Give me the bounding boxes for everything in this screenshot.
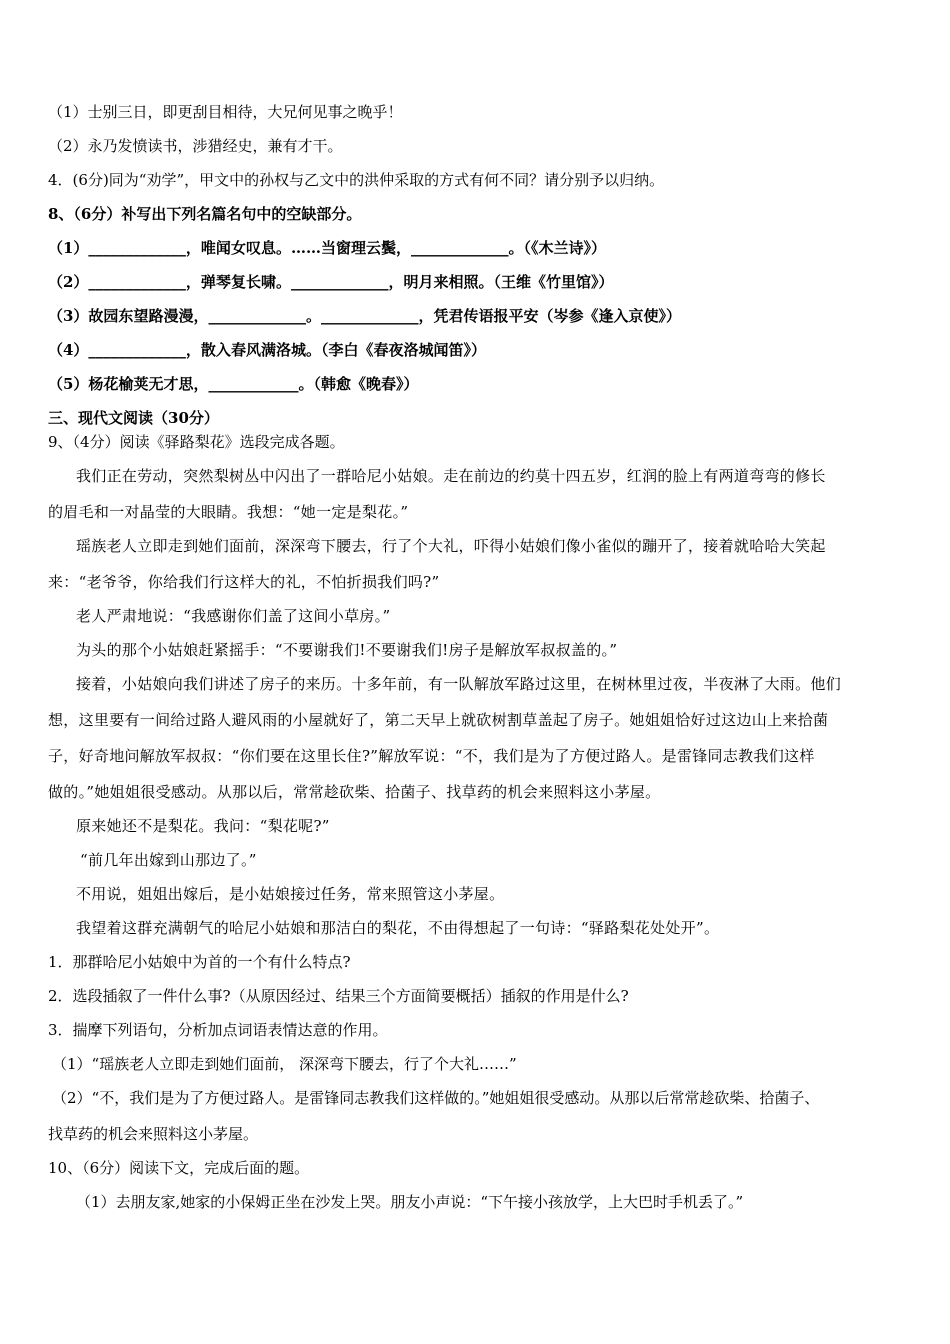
passage-line-8: 想，这里要有一间给过路人避风雨的小屋就好了，第二天早上就砍树割草盖起了房子。她姐姐恰好过这边山上来拾菌 xyxy=(48,711,829,729)
question-4: 4．(6分)同为“劝学”，甲文中的孙权与乙文中的洪仲采取的方式有何不同？请分别予以归纳。 xyxy=(48,171,665,189)
question-8-item-4: （4）_____________，散入春风满洛城。（李白《春夜洛城闻笛》） xyxy=(48,341,486,359)
passage-line-3: 瑶族老人立即走到她们面前，深深弯下腰去，行了个大礼，吓得小姑娘们像小雀似的蹦开了，接着就哈哈大笑起 xyxy=(76,537,826,555)
question-10-heading: 10、（6分）阅读下文，完成后面的题。 xyxy=(48,1159,310,1177)
question-8-item-2: （2）_____________，弹琴复长啸。_____________，明月来相照。（王维《竹里馆》） xyxy=(48,273,614,291)
passage-line-14: 我望着这群充满朝气的哈尼小姑娘和那洁白的梨花，不由得想起了一句诗：“驿路梨花处处开”。 xyxy=(76,919,720,937)
question-8-item-5: （5）杨花榆荚无才思，____________。（韩愈《晚春》） xyxy=(48,375,419,393)
question-8-heading: 8、（6分）补写出下列名篇名句中的空缺部分。 xyxy=(48,205,362,223)
question-9-sub-3: 3．揣摩下列语句，分析加点词语表情达意的作用。 xyxy=(48,1021,388,1039)
classical-sentence-1: （1）士别三日，即更刮目相待，大兄何见事之晚乎！ xyxy=(48,103,403,121)
passage-line-9: 子，好奇地问解放军叔叔：“你们要在这里长住?”解放军说：“不，我们是为了方便过路人。是雷锋同志教我们这样 xyxy=(48,747,815,765)
question-9-sub-3-item-1: （1）“瑶族老人立即走到她们面前， 深深弯下腰去，行了个大礼……” xyxy=(52,1055,517,1073)
question-8-item-1: （1）_____________，唯闻女叹息。……当窗理云鬓，_____________。（《木兰诗》） xyxy=(48,239,606,257)
passage-line-1: 我们正在劳动，突然梨树丛中闪出了一群哈尼小姑娘。走在前边的约莫十四五岁，红润的脸上有两道弯弯的修长 xyxy=(76,467,826,485)
question-9-sub-2: 2．选段插叙了一件什么事?（从原因经过、结果三个方面简要概括）插叙的作用是什么? xyxy=(48,987,629,1005)
passage-line-4: 来：“老爷爷，你给我们行这样大的礼，不怕折损我们吗?” xyxy=(48,573,440,591)
passage-line-5: 老人严肃地说：“我感谢你们盖了这间小草房。” xyxy=(76,607,391,625)
passage-line-13: 不用说，姐姐出嫁后，是小姑娘接过任务，常来照管这小茅屋。 xyxy=(76,885,505,903)
question-9-sub-3-item-2-cont: 找草药的机会来照料这小茅屋。 xyxy=(48,1125,259,1143)
passage-line-2: 的眉毛和一对晶莹的大眼睛。我想：“她一定是梨花。” xyxy=(48,503,409,521)
question-8-item-3: （3）故园东望路漫漫，_____________。_____________，凭君传语报平安（岑参《逢入京使》） xyxy=(48,307,681,325)
question-9-sub-1: 1．那群哈尼小姑娘中为首的一个有什么特点? xyxy=(48,953,351,971)
question-10-passage-line-1: （1）去朋友家,她家的小保姆正坐在沙发上哭。朋友小声说：“下午接小孩放学，上大巴时手机丢了。” xyxy=(76,1193,744,1211)
passage-line-12: “前几年出嫁到山那边了。” xyxy=(80,851,257,869)
passage-line-11: 原来她还不是梨花。我问：“梨花呢?” xyxy=(76,817,330,835)
question-9-sub-3-item-2: （2）“不，我们是为了方便过路人。是雷锋同志教我们这样做的。”她姐姐很受感动。从那以后常常趁砍柴、拾菌子、 xyxy=(52,1089,820,1107)
passage-line-7: 接着，小姑娘向我们讲述了房子的来历。十多年前，有一队解放军路过这里，在树林里过夜，半夜淋了大雨。他们 xyxy=(76,675,842,693)
section-3-heading: 三、现代文阅读（30分） xyxy=(48,409,219,427)
question-9-heading: 9、（4分）阅读《驿路梨花》选段完成各题。 xyxy=(48,433,345,451)
passage-line-10: 做的。”她姐姐很受感动。从那以后，常常趁砍柴、拾菌子、找草药的机会来照料这小茅屋。 xyxy=(48,783,661,801)
passage-line-6: 为头的那个小姑娘赶紧摇手：“不要谢我们!不要谢我们!房子是解放军叔叔盖的。” xyxy=(76,641,618,659)
classical-sentence-2: （2）永乃发愤读书，涉猎经史，兼有才干。 xyxy=(48,137,343,155)
